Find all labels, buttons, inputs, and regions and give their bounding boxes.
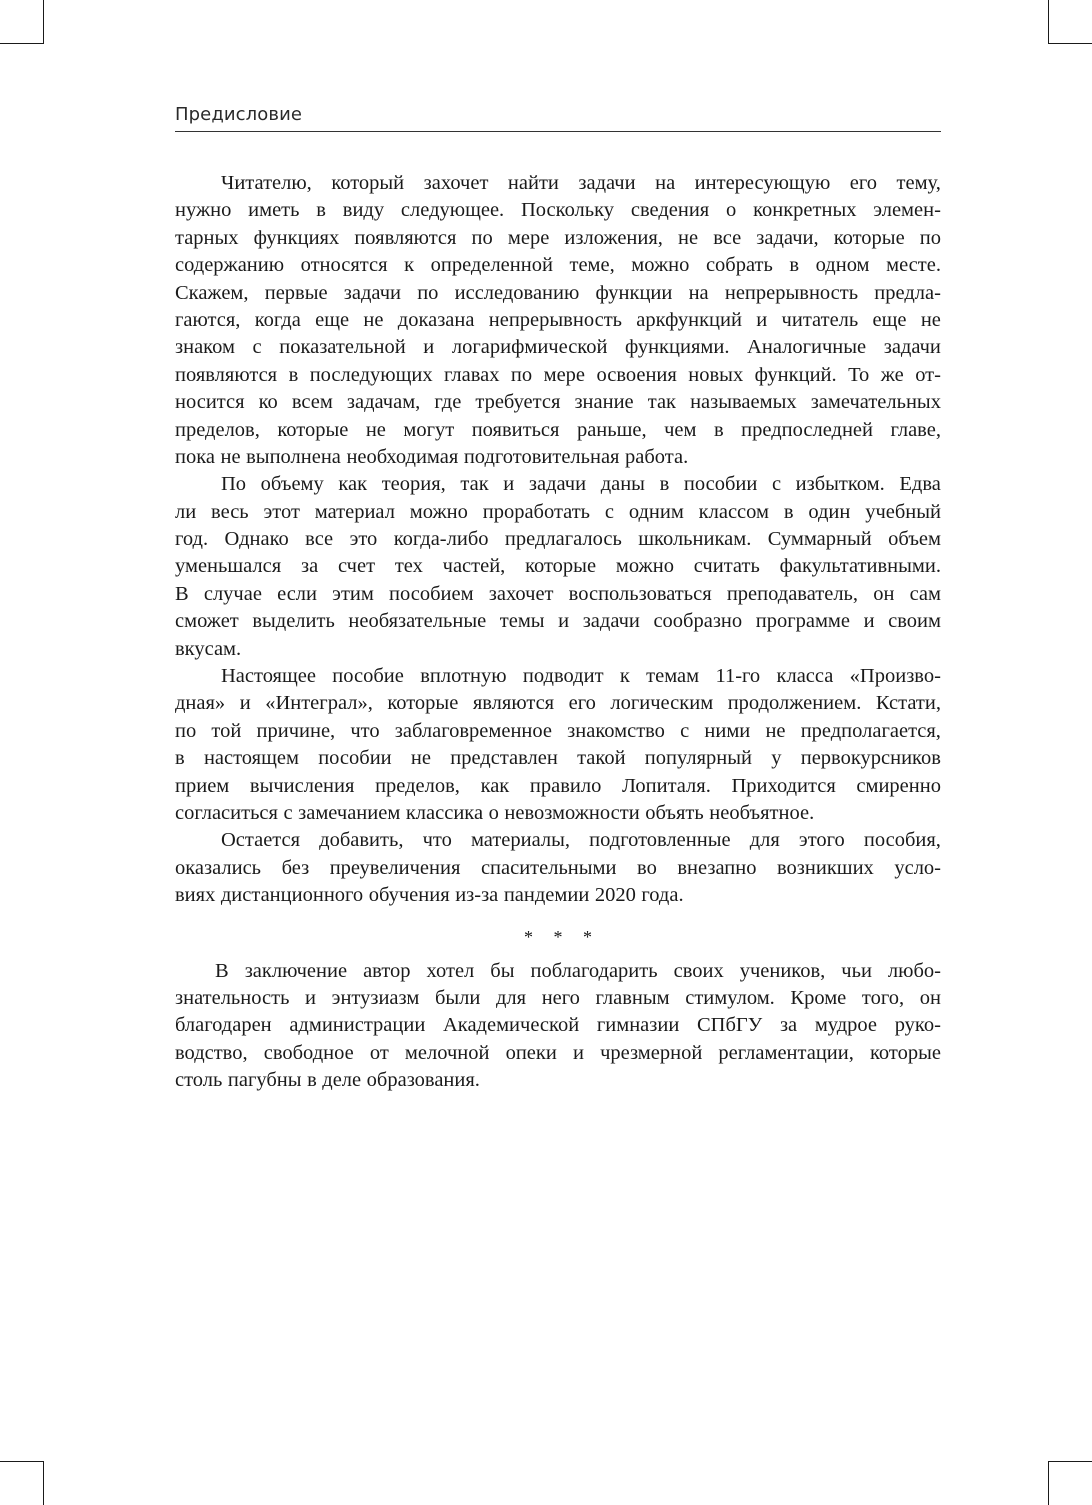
- text-line: знаком с показательной и логарифмической функциями. Аналогичные задачи: [175, 336, 941, 359]
- text-line: в настоящем пособии не представлен такой популярный у первокурсников: [175, 747, 941, 770]
- text-line: столь пагубны в деле образования.: [175, 1069, 480, 1092]
- crop-mark: [1048, 1461, 1049, 1505]
- text-line: уменьшался за счет тех частей, которые можно считать факультативными.: [175, 555, 941, 578]
- text-line: появляются в последующих главах по мере освоения новых функций. То же от-: [175, 363, 941, 386]
- text-line: В случае если этим пособием захочет воспользоваться преподаватель, он сам: [175, 582, 941, 605]
- text-line: знательность и энтузиазм были для него главным стимулом. Кроме того, он: [175, 986, 941, 1009]
- text-line: вкусам.: [175, 637, 242, 660]
- text-line: дная» и «Интеграл», которые являются его логическим продолжением. Кстати,: [175, 692, 941, 715]
- paragraph: [175, 471, 941, 663]
- text-line: содержанию относятся к определенной теме, можно собрать в одном месте.: [175, 254, 941, 277]
- text-line: прием вычисления пределов, как правило Лопиталя. Приходится смиренно: [175, 774, 941, 797]
- text-line: сможет выделить необязательные темы и задачи сообразно программе и своим: [175, 610, 941, 633]
- paragraph: [175, 170, 941, 471]
- text-line: Остается добавить, что материалы, подготовленные для этого пособия,: [221, 829, 941, 852]
- text-line: виях дистанционного обучения из-за пандемии 2020 года.: [175, 884, 684, 907]
- text-line: согласиться с замечанием классика о невозможности объять необъятное.: [175, 801, 815, 824]
- text-line: гаются, когда еще не доказана непрерывность аркфункций и читатель еще не: [175, 308, 941, 331]
- text-line: благодарен администрации Академической гимназии СПбГУ за мудрое руко-: [175, 1014, 941, 1037]
- crop-mark: [43, 0, 44, 44]
- body-text: [175, 170, 941, 1095]
- text-line: ли весь этот материал можно проработать с одним классом в один учебный: [175, 500, 941, 523]
- text-line: тарных функциях появляются по мере изложения, не все задачи, которые по: [175, 226, 941, 249]
- paragraph: [175, 663, 941, 827]
- closing-paragraph: [175, 958, 941, 1095]
- running-head: Предисловие: [175, 104, 941, 132]
- text-line: оказались без преувеличения спасительными во внезапно возникших усло-: [175, 856, 941, 879]
- text-line: пока не выполнена необходимая подготовительная работа.: [175, 445, 689, 468]
- section-separator: * * *: [524, 926, 600, 947]
- text-line: водство, свободное от мелочной опеки и чрезмерной регламентации, которые: [175, 1041, 941, 1064]
- crop-mark: [1048, 0, 1049, 44]
- text-line: год. Однако все это когда-либо предлагалось школьникам. Суммарный объем: [175, 528, 941, 551]
- paragraph: [175, 827, 941, 909]
- text-line: пределов, которые не могут появиться раньше, чем в предпоследней главе,: [175, 418, 941, 441]
- text-line: Читателю, который захочет найти задачи на интересующую его тему,: [221, 172, 941, 194]
- crop-mark: [0, 1461, 44, 1462]
- text-line: нужно иметь в виду следующее. Поскольку сведения о конкретных элемен-: [175, 199, 941, 222]
- text-line: Настоящее пособие вплотную подводит к темам 11-го класса «Произво-: [221, 665, 941, 688]
- text-line: Скажем, первые задачи по исследованию функции на непрерывность предла-: [175, 281, 941, 304]
- text-line: По объему как теория, так и задачи даны в пособии с избытком. Едва: [221, 473, 941, 496]
- text-line: В заключение автор хотел бы поблагодарить своих учеников, чьи любо-: [215, 959, 941, 982]
- text-line: по той причине, что заблаговременное знакомство с ними не предполагается,: [175, 719, 941, 742]
- crop-mark: [0, 43, 44, 44]
- crop-mark: [1048, 1461, 1092, 1462]
- crop-mark: [1048, 43, 1092, 44]
- paragraphs: [175, 170, 941, 910]
- text-line: носится ко всем задачам, где требуется знание так называемых замечательных: [175, 391, 941, 414]
- paragraph: [175, 958, 941, 1095]
- crop-mark: [43, 1461, 44, 1505]
